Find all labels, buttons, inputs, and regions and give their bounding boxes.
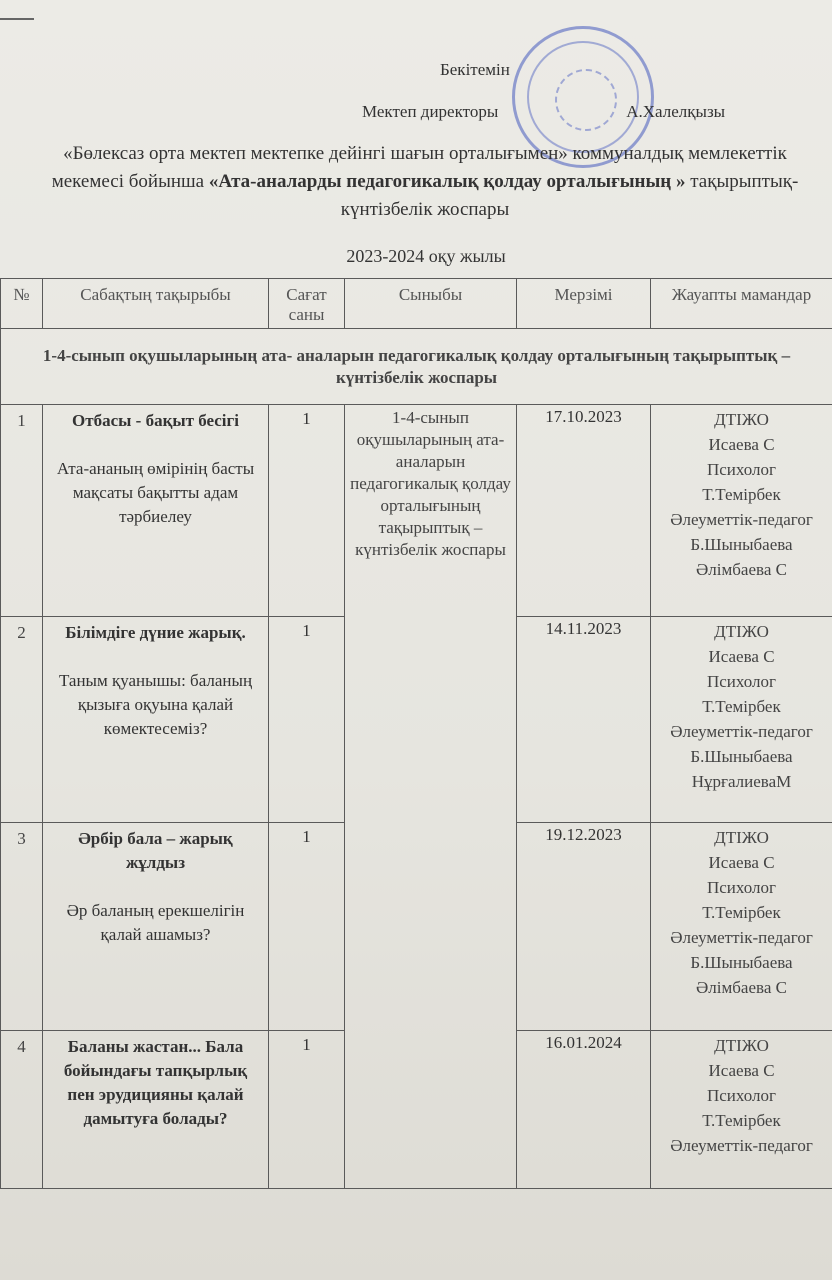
date-cell: 14.11.2023 (517, 617, 651, 823)
responsible-cell (651, 1031, 832, 1189)
director-role: Мектеп директоры (362, 102, 499, 121)
responsible-line: Т.Темірбек (702, 697, 781, 716)
col-header-number: № (1, 279, 43, 329)
responsible-line: Б.Шыныбаева (690, 747, 793, 766)
topic-subtitle: Әр баланың ерекшелігін қалай ашамыз? (66, 901, 245, 944)
topic-subtitle: Таным қуанышы: баланың қызыға оқуына қалай көмектесеміз? (58, 671, 253, 738)
responsible-cell (651, 823, 832, 1031)
responsible-line: Психолог (706, 878, 776, 897)
row-number: 2 (1, 617, 43, 823)
topic-title: Баланы жастан... Бала бойындағы тапқырлық пен эрудицияны қалай дамытуға болады? (63, 1037, 248, 1128)
col-header-responsible: Жауапты мамандар (651, 279, 832, 329)
col-header-date: Мерзімі (517, 279, 651, 329)
responsible-line: Б.Шыныбаева (690, 535, 793, 554)
responsible-line: Т.Темірбек (702, 903, 781, 922)
responsible-line: Т.Темірбек (702, 485, 781, 504)
topic-cell (43, 405, 269, 617)
responsible-line: Психолог (706, 460, 776, 479)
col-header-hours: Сағат саны (269, 279, 345, 329)
section-row (1, 329, 832, 405)
topic-cell (43, 617, 269, 823)
topic-cell (43, 823, 269, 1031)
table-header-row (1, 279, 832, 329)
responsible-line: Әлімбаева С (696, 560, 787, 579)
title-bold: «Ата-аналарды педагогикалық қолдау орталығының » (208, 171, 686, 192)
responsible-line: Әлеуметтік-педагог (670, 928, 813, 947)
responsible-line: Исаева С (708, 435, 775, 454)
row-number: 1 (1, 405, 43, 617)
topic-title: Отбасы - бақыт бесігі (72, 411, 239, 430)
date-cell: 19.12.2023 (517, 823, 651, 1031)
responsible-line: ДТІЖО (714, 828, 769, 847)
date-cell: 16.01.2024 (517, 1031, 651, 1189)
top-edge-line (0, 18, 34, 20)
topic-title: Әрбір бала – жарық жұлдыз (78, 829, 233, 872)
responsible-line: ДТІЖО (714, 1036, 769, 1055)
hours-cell: 1 (269, 617, 345, 823)
class-cell: 1-4-сынып оқушыларының ата- аналарын педагогикалық қолдау орталығының тақырыптық – күнтізбелік жоспары (345, 405, 517, 1189)
responsible-line: ДТІЖО (714, 410, 769, 429)
table-row (1, 405, 832, 617)
title-part2: тақырыптық- күнтізбелік жоспары (340, 171, 799, 220)
responsible-line: Исаева С (708, 647, 775, 666)
topic-cell (43, 1031, 269, 1189)
academic-year: 2023-2024 оқу жылы (346, 246, 506, 266)
responsible-line: Т.Темірбек (702, 1111, 781, 1130)
plan-table (0, 278, 832, 1189)
responsible-line: НұрғалиеваМ (691, 772, 792, 791)
col-header-class: Сыныбы (345, 279, 517, 329)
responsible-line: Әлеуметтік-педагог (670, 1136, 813, 1155)
responsible-line: Б.Шыныбаева (690, 953, 793, 972)
topic-title: Білімдіге дүние жарық. (65, 623, 246, 642)
row-number: 3 (1, 823, 43, 1031)
responsible-cell (651, 405, 832, 617)
responsible-line: Исаева С (708, 1061, 775, 1080)
document-title (40, 140, 810, 224)
responsible-line: Әлеуметтік-педагог (670, 722, 813, 741)
director-line (362, 102, 725, 122)
responsible-line: Исаева С (708, 853, 775, 872)
hours-cell: 1 (269, 823, 345, 1031)
title-part1: «Бөлексаз орта мектеп мектепке дейінгі шағын орталығымен» коммуналдық мемлекеттік мекемесі бойынша (51, 143, 787, 192)
date-cell: 17.10.2023 (517, 405, 651, 617)
director-name: А.Халелқызы (626, 102, 726, 121)
responsible-line: Психолог (706, 672, 776, 691)
responsible-line: Психолог (706, 1086, 776, 1105)
section-title: 1-4-сынып оқушыларының ата- аналарын педагогикалық қолдау орталығының тақырыптық – күнтізбелік жоспары (1, 329, 832, 405)
col-header-topic: Сабақтың тақырыбы (43, 279, 269, 329)
responsible-line: Әлімбаева С (696, 978, 787, 997)
responsible-line: ДТІЖО (714, 622, 769, 641)
responsible-line: Әлеуметтік-педагог (670, 510, 813, 529)
hours-cell: 1 (269, 405, 345, 617)
approve-label: Бекітемін (440, 60, 510, 79)
responsible-cell (651, 617, 832, 823)
row-number: 4 (1, 1031, 43, 1189)
topic-subtitle: Ата-ананың өмірінің басты мақсаты бақытты адам тәрбиелеу (56, 459, 255, 526)
hours-cell: 1 (269, 1031, 345, 1189)
